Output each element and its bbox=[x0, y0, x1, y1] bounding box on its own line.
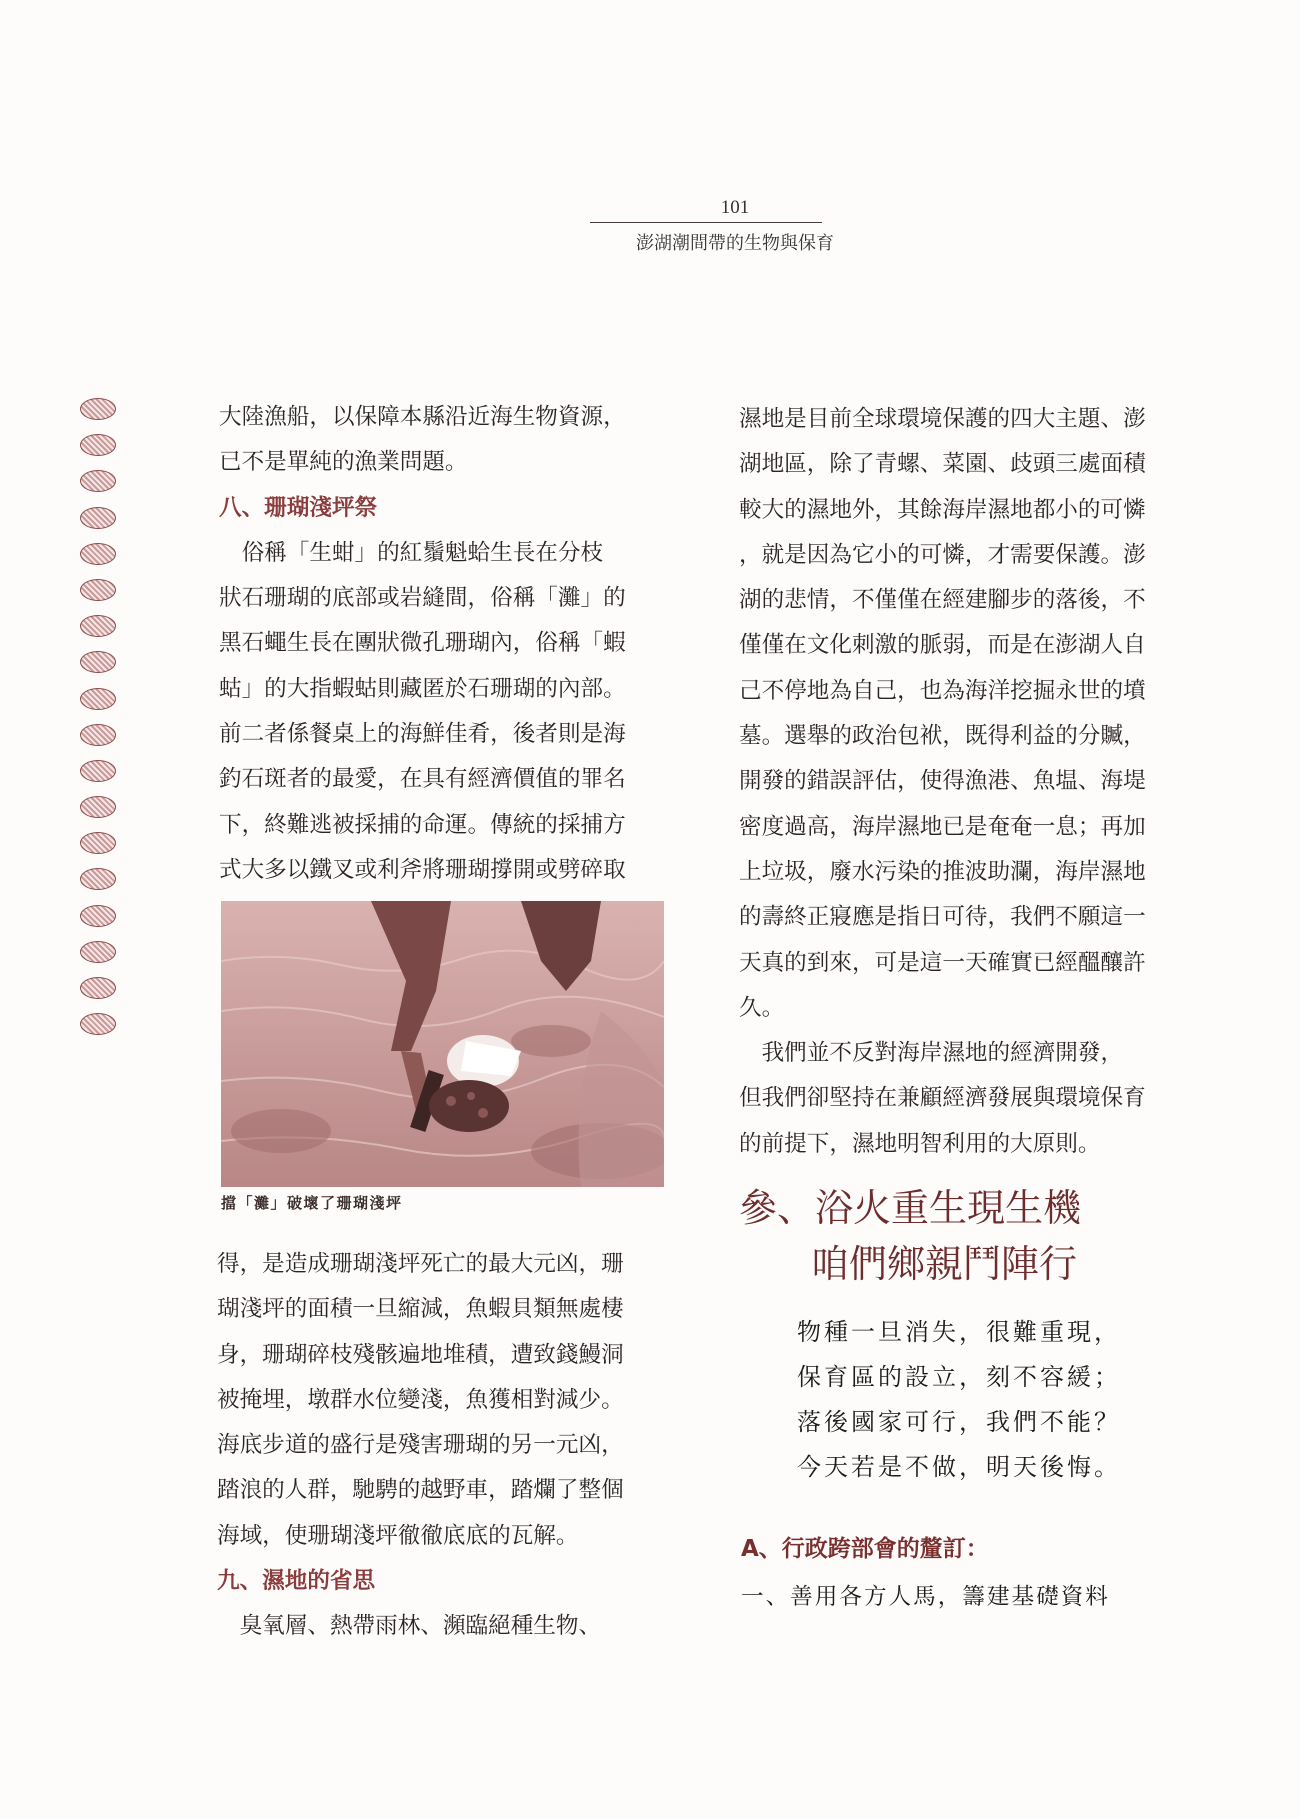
coral-photo bbox=[221, 901, 664, 1187]
body-line: 密度過高，海岸濕地已是奄奄一息；再加 bbox=[739, 813, 1146, 840]
body-line: 但我們卻堅持在兼顧經濟發展與環境保育 bbox=[739, 1085, 1146, 1112]
body-line: 踏浪的人群，馳騁的越野車，踏爛了整個 bbox=[217, 1477, 624, 1504]
section-heading-9: 九、濕地的省思 bbox=[217, 1568, 376, 1595]
subheading-a: A、行政跨部會的釐訂： bbox=[741, 1536, 989, 1562]
body-line: 僅僅在文化刺激的脈弱，而是在澎湖人自 bbox=[739, 632, 1146, 659]
running-title: 澎湖潮間帶的生物與保育 bbox=[636, 233, 834, 254]
decorative-bead-border bbox=[76, 398, 120, 1049]
body-line: 較大的濕地外，其餘海岸濕地都小的可憐 bbox=[739, 496, 1146, 523]
body-line: 俗稱「生蚶」的紅鬚魁蛤生長在分枝 bbox=[219, 539, 604, 566]
body-line: 大陸漁船，以保障本縣沿近海生物資源， bbox=[219, 404, 626, 430]
body-line: 我們並不反對海岸濕地的經濟開發， bbox=[739, 1040, 1124, 1067]
body-line: 前二者係餐桌上的海鮮佳肴，後者則是海 bbox=[219, 721, 626, 748]
motto-line: 保育區的設立，刻不容緩； bbox=[797, 1363, 1121, 1391]
section-title-line2: 咱們鄉親鬥陣行 bbox=[811, 1242, 1078, 1286]
left-column-lower bbox=[217, 1242, 687, 1650]
conservation-motto bbox=[797, 1310, 1121, 1490]
motto-line: 今天若是不做，明天後悔。 bbox=[797, 1453, 1121, 1481]
body-line: 己不停地為自己，也為海洋挖掘永世的墳 bbox=[739, 677, 1146, 704]
body-line: 久。 bbox=[739, 994, 785, 1021]
body-line: 釣石斑者的最愛，在具有經濟價值的罪名 bbox=[219, 766, 626, 793]
section-heading-8: 八、珊瑚淺坪祭 bbox=[219, 494, 378, 521]
body-line: 上垃圾，廢水污染的推波助瀾，海岸濕地 bbox=[739, 858, 1146, 885]
page-number: 101 bbox=[720, 197, 750, 218]
body-line: 黑石蠅生長在團狀微孔珊瑚內，俗稱「蝦 bbox=[219, 630, 626, 657]
body-line: 狀石珊瑚的底部或岩縫間，俗稱「灘」的 bbox=[219, 585, 626, 612]
body-line: 湖的悲情，不僅僅在經建腳步的落後，不 bbox=[739, 587, 1146, 614]
right-column bbox=[739, 397, 1209, 1167]
body-line: 開發的錯誤評估，使得漁港、魚塭、海堤 bbox=[739, 768, 1146, 795]
body-line: 墓。選舉的政治包袱，既得利益的分贓， bbox=[739, 723, 1146, 750]
left-column-upper bbox=[219, 395, 689, 893]
header-rule bbox=[590, 222, 822, 223]
list-item-1: 一、善用各方人馬，籌建基礎資料 bbox=[741, 1584, 1110, 1610]
body-line: 海域，使珊瑚淺坪徹徹底底的瓦解。 bbox=[217, 1522, 579, 1549]
body-line: 得，是造成珊瑚淺坪死亡的最大元凶，珊 bbox=[217, 1251, 624, 1277]
body-line: ，就是因為它小的可憐，才需要保護。澎 bbox=[739, 541, 1146, 568]
photo-caption: 擋「灘」破壞了珊瑚淺坪 bbox=[221, 1194, 403, 1212]
body-line: 式大多以鐵叉或利斧將珊瑚撐開或劈碎取 bbox=[219, 856, 626, 883]
body-line: 的壽終正寢應是指日可待，我們不願這一 bbox=[739, 904, 1146, 931]
body-line: 已不是單純的漁業問題。 bbox=[219, 449, 468, 476]
body-line: 濕地是目前全球環境保護的四大主題、澎 bbox=[739, 406, 1146, 432]
section-title bbox=[739, 1180, 1081, 1292]
body-line: 湖地區，除了青螺、菜園、歧頭三處面積 bbox=[739, 451, 1146, 478]
body-line: 臭氧層、熱帶雨林、瀕臨絕種生物、 bbox=[217, 1613, 602, 1640]
body-line: 下，終難逃被採捕的命運。傳統的採捕方 bbox=[219, 811, 626, 838]
body-line: 天真的到來，可是這一天確實已經醞釀許 bbox=[739, 949, 1146, 976]
section-title-line1: 參、浴火重生現生機 bbox=[739, 1186, 1082, 1230]
body-line: 身，珊瑚碎枝殘骸遍地堆積，遭致錢鰻洞 bbox=[217, 1341, 624, 1368]
body-line: 被掩埋，墩群水位變淺，魚獲相對減少。 bbox=[217, 1386, 624, 1413]
coral-photo-illustration bbox=[221, 901, 664, 1187]
body-line: 的前提下，濕地明智利用的大原則。 bbox=[739, 1130, 1101, 1157]
body-line: 瑚淺坪的面積一旦縮減，魚蝦貝類無處棲 bbox=[217, 1296, 624, 1323]
motto-line: 落後國家可行，我們不能？ bbox=[797, 1408, 1121, 1436]
motto-line: 物種一旦消失，很難重現， bbox=[797, 1318, 1121, 1346]
body-line: 海底步道的盛行是殘害珊瑚的另一元凶， bbox=[217, 1432, 624, 1459]
body-line: 蛄」的大指蝦蛄則藏匿於石珊瑚的內部。 bbox=[219, 675, 626, 702]
